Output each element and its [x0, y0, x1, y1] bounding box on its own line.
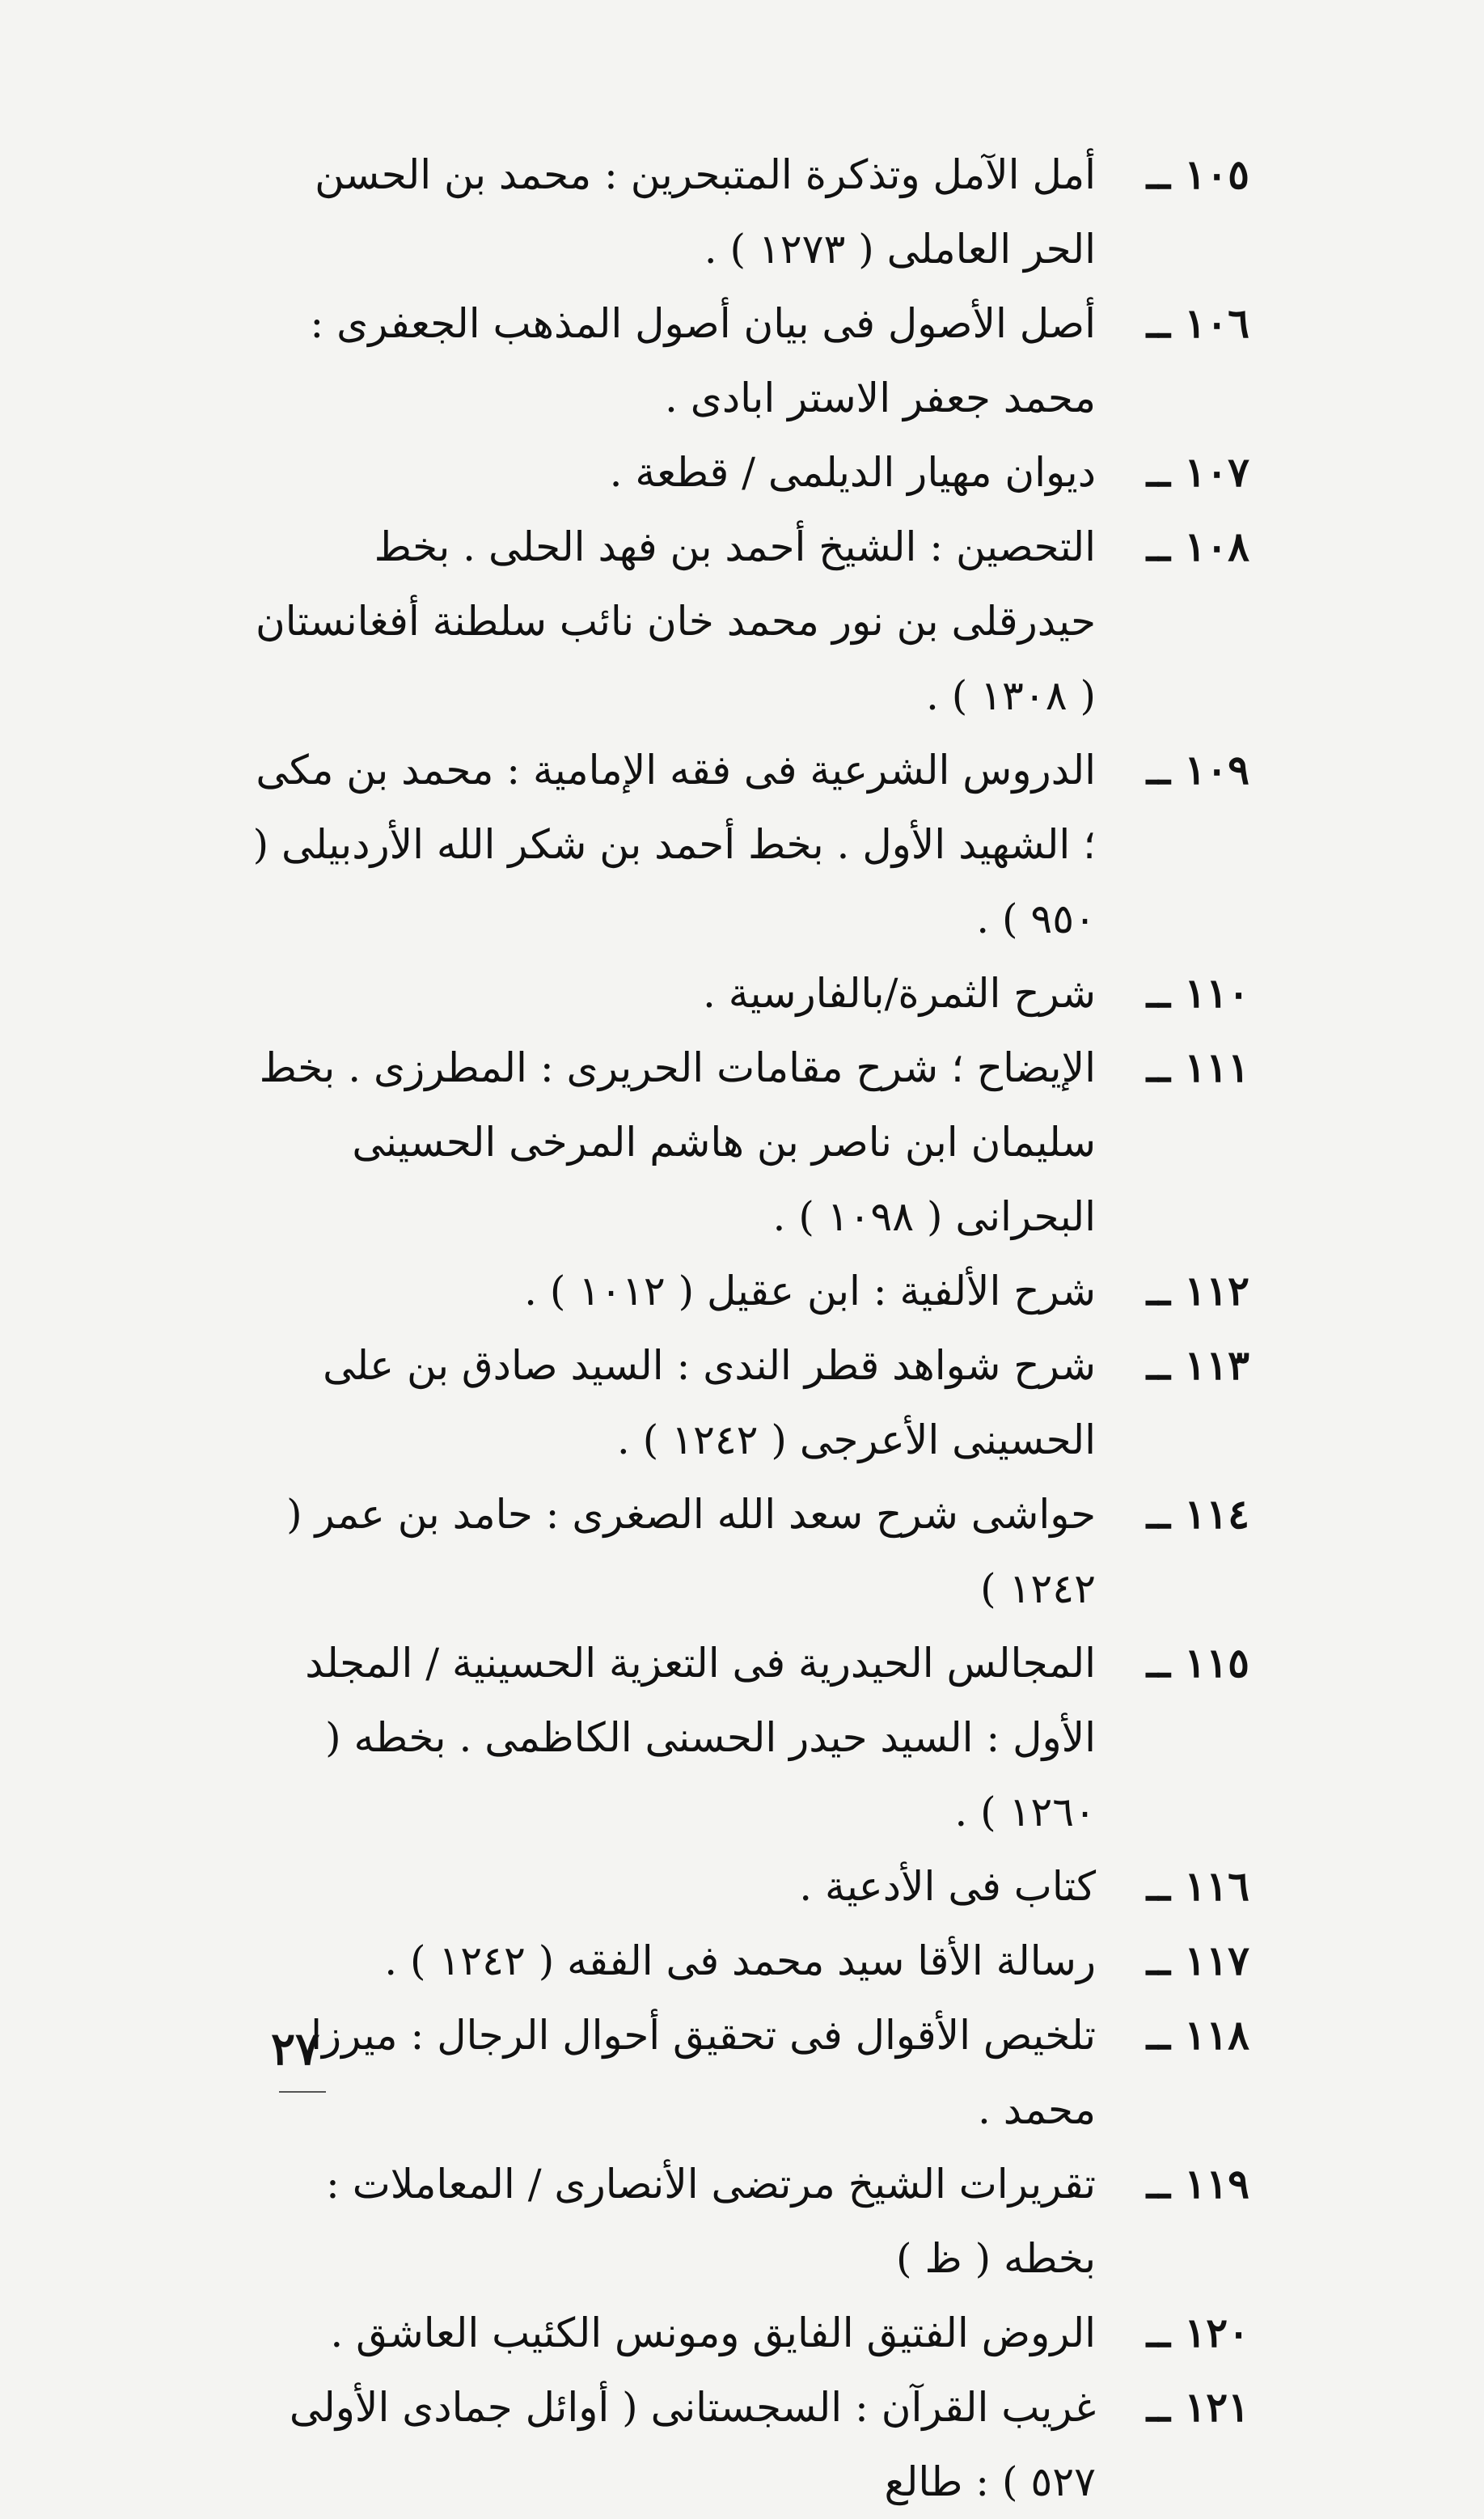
entry-number: ١٠٦ ــ: [1146, 299, 1249, 347]
entry-number: ١٠٥ ــ: [1146, 150, 1249, 198]
list-item: [243, 2370, 1249, 2519]
entry-number: ١١٤ ــ: [1146, 1490, 1249, 1538]
entry-text: شرح الألفية : ابن عقيل ( ١٠١٢ ) .: [524, 1268, 1096, 1315]
list-item: [243, 1998, 1249, 2147]
entry-text: شرح الثمرة/بالفارسية .: [702, 970, 1096, 1017]
list-item: [243, 1477, 1249, 1626]
entry-number: ١١٢ ــ: [1146, 1267, 1249, 1315]
entry-text: رسالة الأقا سيد محمد فى الفقه ( ١٢٤٢ ) .: [384, 1937, 1096, 1984]
entry-number: ١٠٨ ــ: [1146, 523, 1249, 570]
entry-text: غريب القرآن : السجستانى ( أوائل جمادى الأولى ٥٢٧ ) : طالع: [289, 2384, 1096, 2505]
entry-text: أمل الآمل وتذكرة المتبحرين : محمد بن الحسن الحر العاملى ( ١٢٧٣ ) .: [315, 151, 1096, 273]
entry-text: الروض الفتيق الفايق ومونس الكئيب العاشق .: [330, 2309, 1096, 2356]
list-item: [243, 1328, 1249, 1477]
entry-text: التحصين : الشيخ أحمد بن فهد الحلى . بخط حيدرقلى بن نور محمد خان نائب سلطنة أفغانستان ( ١٣٠٨ ) .: [256, 523, 1096, 719]
list-item: [243, 956, 1249, 1031]
entry-number: ١١٣ ــ: [1146, 1341, 1249, 1389]
entry-number: ١١٧ ــ: [1146, 1937, 1249, 1984]
entry-number: ١٢٠ ــ: [1146, 2309, 1249, 2356]
entry-number: ١١٦ ــ: [1146, 1862, 1249, 1910]
list-item: [243, 1626, 1249, 1849]
entry-number: ١١١ ــ: [1146, 1044, 1249, 1091]
entry-number: ١٢١ ــ: [1146, 2383, 1249, 2431]
entry-text: الدروس الشرعية فى فقه الإمامية : محمد بن مكى ؛ الشهيد الأول . بخط أحمد بن شكر الله الأردبيلى ( ٩٥٠ ) .: [252, 747, 1096, 942]
entry-text: الإيضاح ؛ شرح مقامات الحريرى : المطرزى . بخط سليمان ابن ناصر بن هاشم المرخى الحسينى البحرانى ( ١٠٩٨ ) .: [259, 1044, 1096, 1240]
list-item: [243, 1031, 1249, 1254]
list-item: [243, 435, 1249, 510]
entry-text: تلخيص الأقوال فى تحقيق أحوال الرجال : ميرزا محمد .: [311, 2012, 1096, 2133]
entry-number: ١١٠ ــ: [1146, 969, 1249, 1017]
list-item: [243, 138, 1249, 286]
entry-text: ديوان مهيار الديلمى / قطعة .: [609, 449, 1096, 496]
entry-number: ١٠٩ ــ: [1146, 746, 1249, 794]
entry-text: كتاب فى الأدعية .: [799, 1863, 1096, 1910]
list-item: [243, 1924, 1249, 1998]
list-item: [243, 286, 1249, 435]
list-item: [243, 1849, 1249, 1924]
entry-number: ١١٥ ــ: [1146, 1639, 1249, 1687]
manuscript-list: [243, 138, 1249, 2519]
entry-number: ١١٨ ــ: [1146, 2011, 1249, 2059]
page-number: ٢٧: [271, 2022, 320, 2076]
entry-text: حواشى شرح سعد الله الصغرى : حامد بن عمر ( ١٢٤٢ ): [286, 1491, 1096, 1612]
list-item: [243, 510, 1249, 733]
entry-text: تقريرات الشيخ مرتضى الأنصارى / المعاملات : بخطه ( ظ ): [325, 2161, 1096, 2282]
page-number-underline: [279, 2091, 326, 2093]
entry-text: المجالس الحيدرية فى التعزية الحسينية / المجلد الأول : السيد حيدر الحسنى الكاظمى . بخطه ( ١٢٦٠ ) .: [305, 1640, 1096, 1835]
entry-number: ١٠٧ ــ: [1146, 448, 1249, 496]
list-item: [243, 2147, 1249, 2296]
list-item: [243, 733, 1249, 956]
list-item: [243, 2296, 1249, 2370]
entry-number: ١١٩ ــ: [1146, 2160, 1249, 2208]
list-item: [243, 1254, 1249, 1328]
entry-text: شرح شواهد قطر الندى : السيد صادق بن على الحسينى الأعرجى ( ١٢٤٢ ) .: [323, 1342, 1096, 1463]
entry-text: أصل الأصول فى بيان أصول المذهب الجعفرى : محمد جعفر الاستر ابادى .: [310, 300, 1096, 421]
